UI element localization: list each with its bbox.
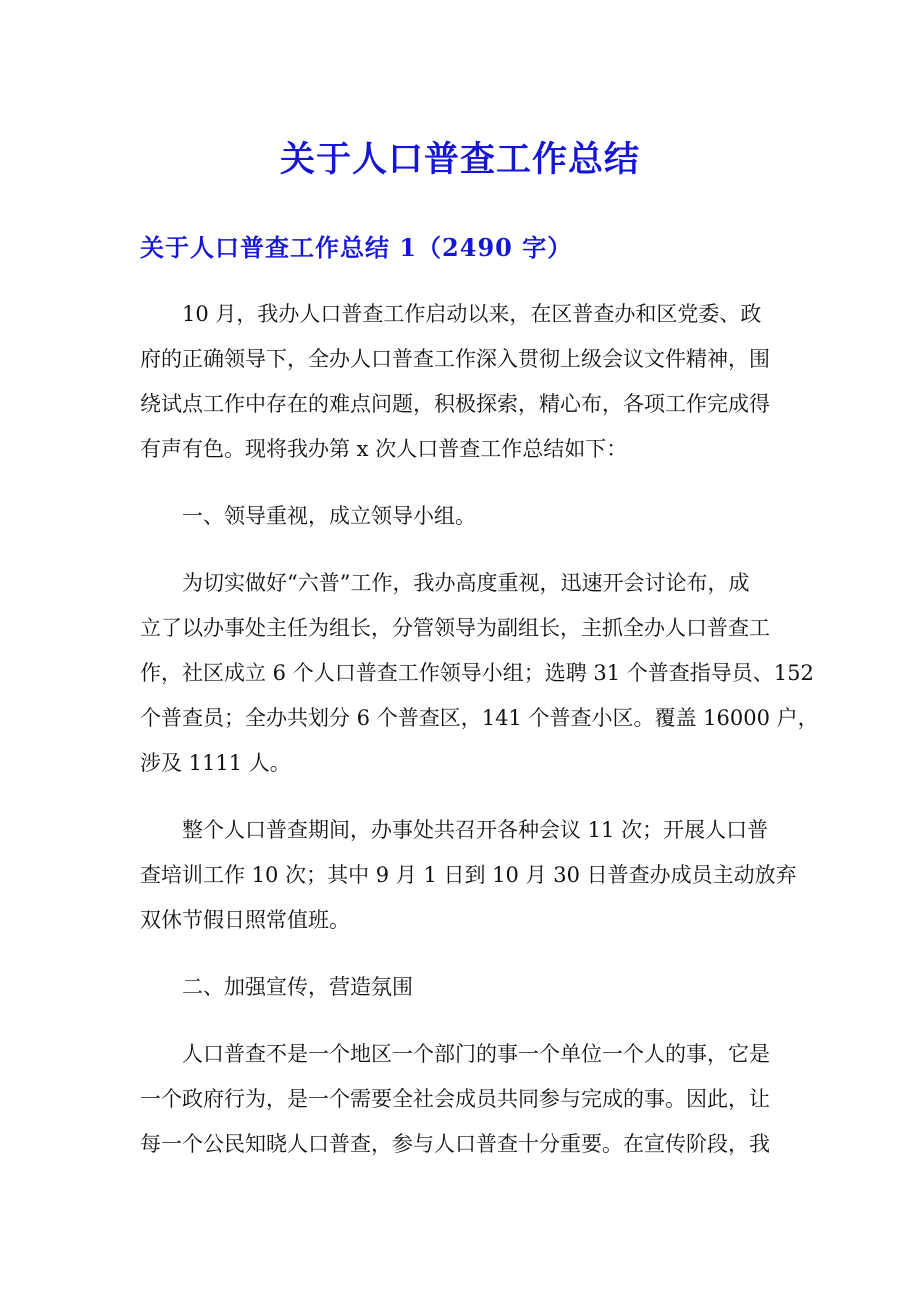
section-heading: 关于人口普查工作总结 1（2490 字） bbox=[140, 233, 573, 262]
paragraph-heading-1 bbox=[140, 494, 780, 539]
paragraph-heading-2 bbox=[140, 965, 780, 1010]
text-line: 有声有色。现将我办第 x 次人口普查工作总结如下： bbox=[140, 437, 628, 461]
text-line: 一、领导重视，成立领导小组。 bbox=[182, 504, 476, 528]
text-line: 府的正确领导下，全办人口普查工作深入贯彻上级会议文件精神，围 bbox=[140, 347, 770, 371]
paragraph-leadership bbox=[140, 561, 819, 786]
document-title: 关于人口普查工作总结 bbox=[279, 139, 640, 180]
text-line: 人口普查不是一个地区一个部门的事一个单位一个人的事，它是 bbox=[182, 1042, 770, 1066]
text-line: 二、加强宣传，营造氛围 bbox=[182, 975, 413, 999]
paragraph-meetings bbox=[140, 808, 797, 943]
text-line: 10 月，我办人口普查工作启动以来，在区普查办和区党委、政 bbox=[182, 302, 762, 326]
text-line: 作，社区成立 6 个人口普查工作领导小组；选聘 31 个普查指导员、152 bbox=[140, 661, 814, 685]
text-line: 立了以办事处主任为组长，分管领导为副组长，主抓全办人口普查工 bbox=[140, 616, 770, 640]
text-line: 整个人口普查期间，办事处共召开各种会议 11 次；开展人口普 bbox=[182, 818, 769, 842]
document-body bbox=[140, 292, 819, 1189]
text-line: 为切实做好“六普”工作，我办高度重视，迅速开会讨论布，成 bbox=[182, 571, 750, 595]
paragraph-publicity bbox=[140, 1032, 780, 1167]
text-line: 绕试点工作中存在的难点问题，积极探索，精心布，各项工作完成得 bbox=[140, 392, 770, 416]
text-line: 双休节假日照常值班。 bbox=[140, 908, 350, 932]
text-line: 查培训工作 10 次；其中 9 月 1 日到 10 月 30 日普查办成员主动放弃 bbox=[140, 863, 797, 887]
text-line: 个普查员；全办共划分 6 个普查区，141 个普查小区。覆盖 16000 户， bbox=[140, 706, 819, 730]
paragraph-intro bbox=[140, 292, 780, 472]
text-line: 每一个公民知晓人口普查，参与人口普查十分重要。在宣传阶段，我 bbox=[140, 1132, 770, 1156]
text-line: 一个政府行为，是一个需要全社会成员共同参与完成的事。因此，让 bbox=[140, 1087, 770, 1111]
text-line: 涉及 1111 人。 bbox=[140, 751, 291, 775]
